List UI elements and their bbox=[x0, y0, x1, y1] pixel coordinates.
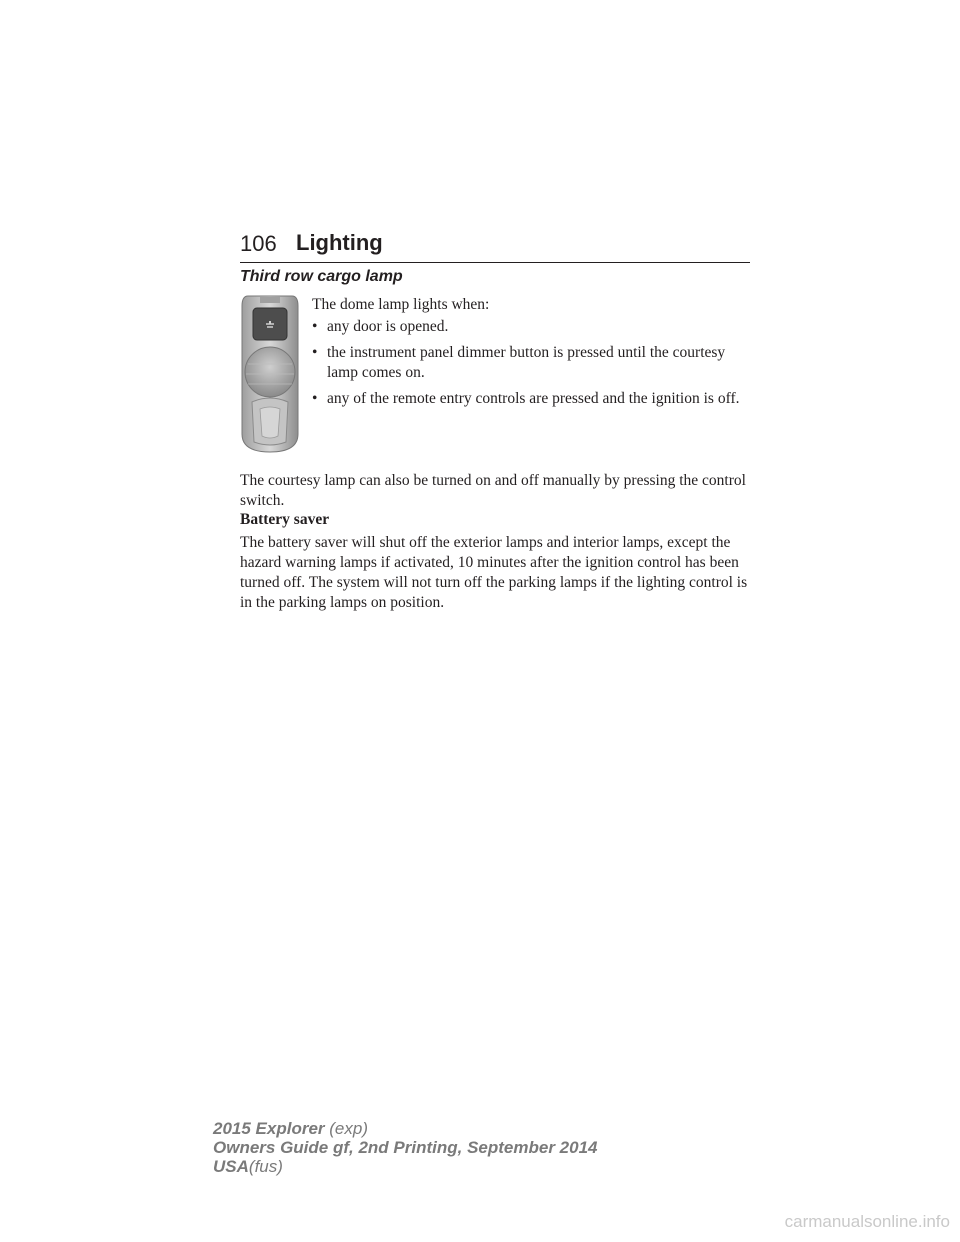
footer-model: 2015 Explorer bbox=[213, 1119, 325, 1138]
battery-saver-paragraph: The battery saver will shut off the exterior lamps and interior lamps, except the hazard warning lamps if activated, 10 minutes after the ignition control has been turned off. The system will not turn off the parking lamps if the lighting control is in the parking lamps on position. bbox=[240, 534, 748, 611]
cargo-lamp-control-illustration bbox=[240, 294, 300, 454]
page-header bbox=[240, 230, 750, 263]
watermark: carmanualsonline.info bbox=[784, 1212, 950, 1231]
footer-model-code: (exp) bbox=[329, 1119, 368, 1138]
document-footer bbox=[213, 1119, 597, 1176]
page-number: 106 bbox=[240, 231, 277, 256]
footer-line-market bbox=[213, 1157, 597, 1176]
footer-market-code: (fus) bbox=[248, 1157, 283, 1176]
footer-guide: Owners Guide gf, 2nd Printing, September 2014 bbox=[213, 1138, 598, 1157]
list-item: • any of the remote entry controls are pressed and the ignition is off. bbox=[312, 389, 752, 409]
list-item: • any door is opened. bbox=[312, 317, 752, 337]
cargo-lamp-intro: The dome lamp lights when: bbox=[312, 296, 490, 313]
footer-line-model bbox=[213, 1119, 597, 1138]
section-heading-battery-saver: Battery saver bbox=[240, 511, 330, 528]
cargo-lamp-conditions-list bbox=[312, 317, 752, 415]
chapter-title: Lighting bbox=[296, 230, 383, 255]
list-item: • the instrument panel dimmer button is pressed until the courtesy lamp comes on. bbox=[312, 343, 752, 383]
footer-market: USA bbox=[213, 1157, 249, 1176]
lamp-illustration-svg bbox=[240, 294, 300, 454]
section-heading-cargo-lamp: Third row cargo lamp bbox=[240, 268, 403, 285]
courtesy-lamp-note: The courtesy lamp can also be turned on and off manually by pressing the control switch. bbox=[240, 472, 746, 509]
